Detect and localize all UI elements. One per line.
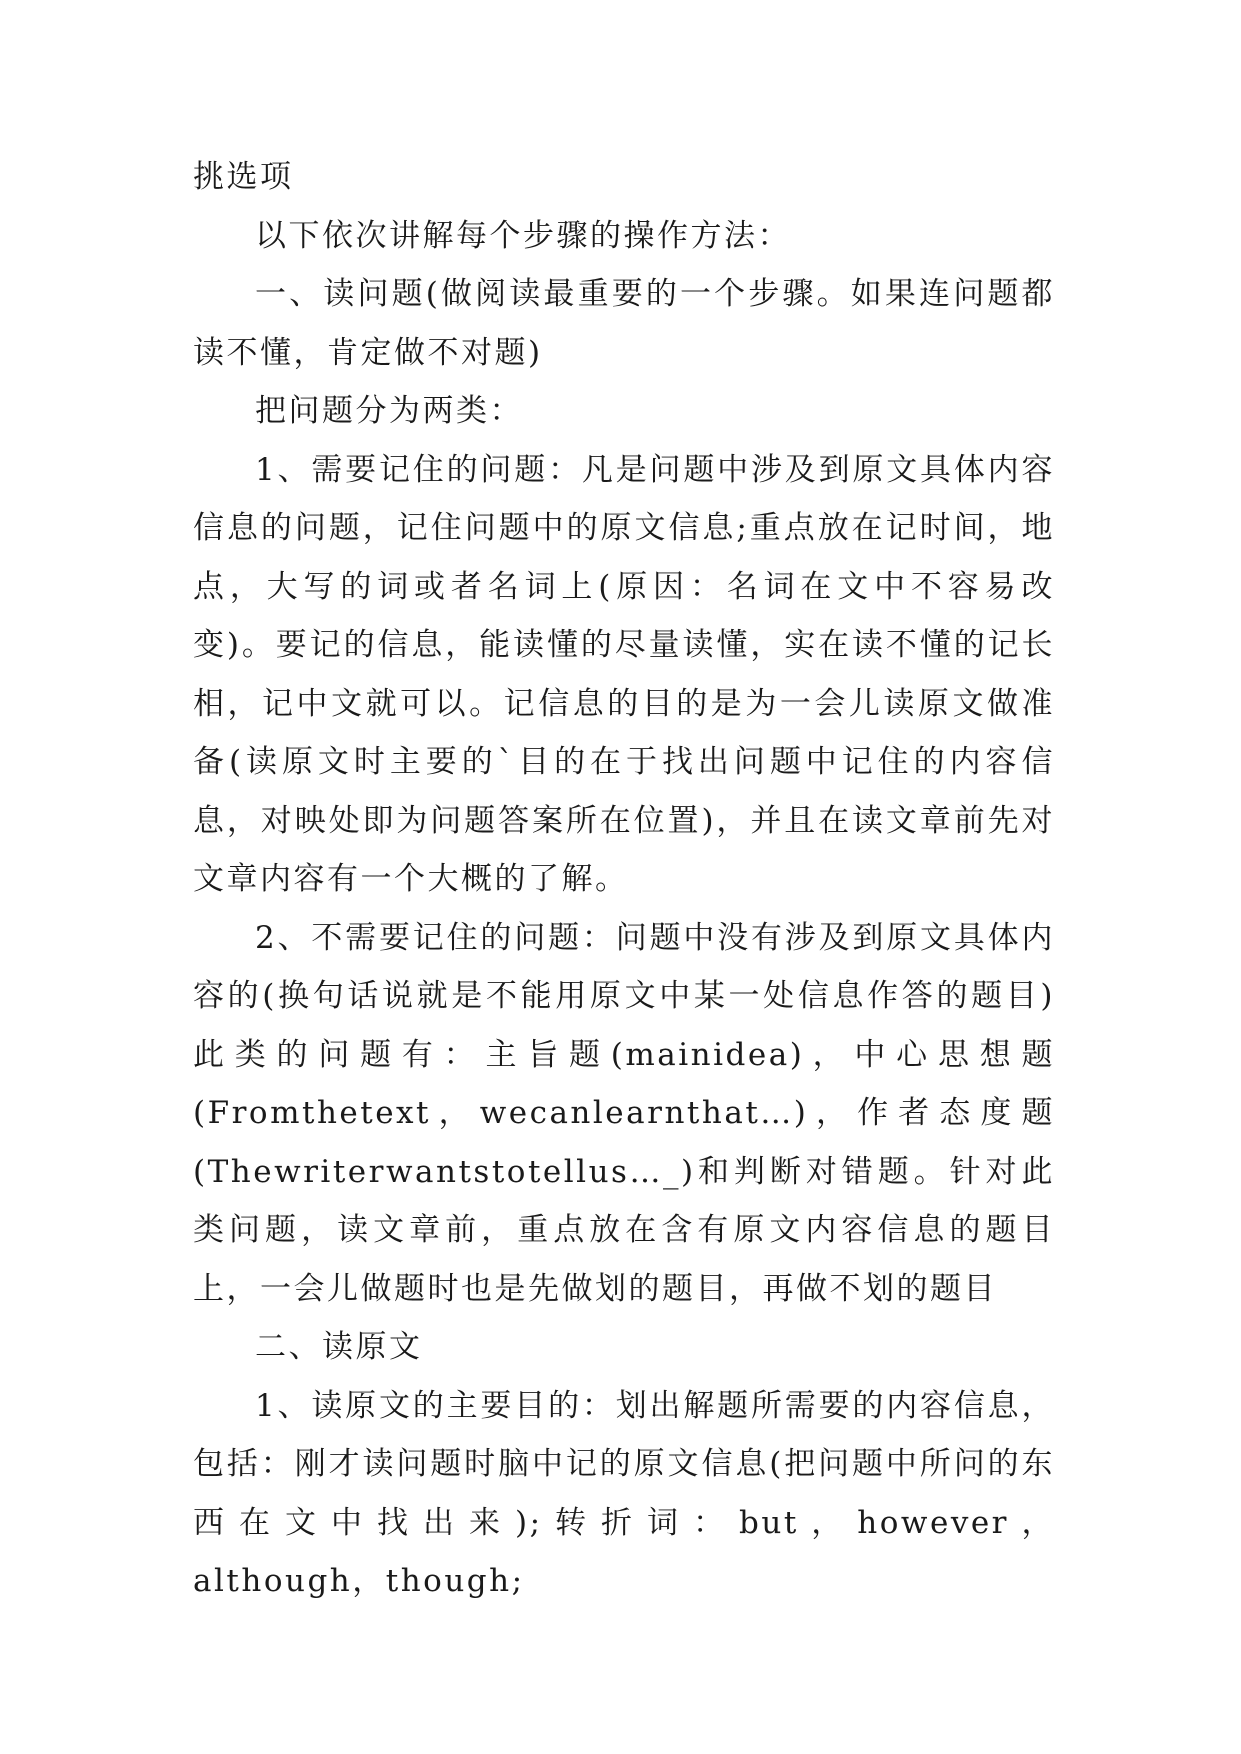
paragraph-read-purpose: 1、读原文的主要目的：划出解题所需要的内容信息，包括：刚才读问题时脑中记的原文信息(把问题中所问的东西在文中找出来);转折词：but，however，although，though;: [193, 1387, 1055, 1599]
paragraph-type-two: 2、不需要记住的问题：问题中没有涉及到原文具体内容的(换句话说就是不能用原文中某一处信息作答的题目)此类的问题有：主旨题(mainidea)，中心思想题(Fromthetext，wecanlearnthat…)，作者态度题(Thewriterwantstotellus…_)和判断对错题。针对此类问题，读文章前，重点放在含有原文内容信息的题目上，一会儿做题时也是先做划的题目，再做不划的题目: [193, 919, 1055, 1307]
paragraph-heading-fragment: 挑选项: [193, 159, 294, 195]
paragraph-intro: 以下依次讲解每个步骤的操作方法：: [255, 217, 791, 254]
document-body: [193, 148, 1055, 1611]
paragraph-section-two-title: 二、读原文: [255, 1329, 423, 1365]
paragraph-two-types: 把问题分为两类：: [255, 393, 523, 429]
paragraph-section-one-title: 一、读问题(做阅读最重要的一个步骤。如果连问题都读不懂，肯定做不对题): [193, 276, 1055, 371]
paragraph-type-one: 1、需要记住的问题：凡是问题中涉及到原文具体内容信息的问题，记住问题中的原文信息;重点放在记时间，地点，大写的词或者名词上(原因：名词在文中不容易改变)。要记的信息，能读懂的尽量读懂，实在读不懂的记长相，记中文就可以。记信息的目的是为一会儿读原文做准备(读原文时主要的`目的在于找出问题中记住的内容信息，对映处即为问题答案所在位置)，并且在读文章前先对文章内容有一个大概的了解。: [193, 451, 1055, 897]
